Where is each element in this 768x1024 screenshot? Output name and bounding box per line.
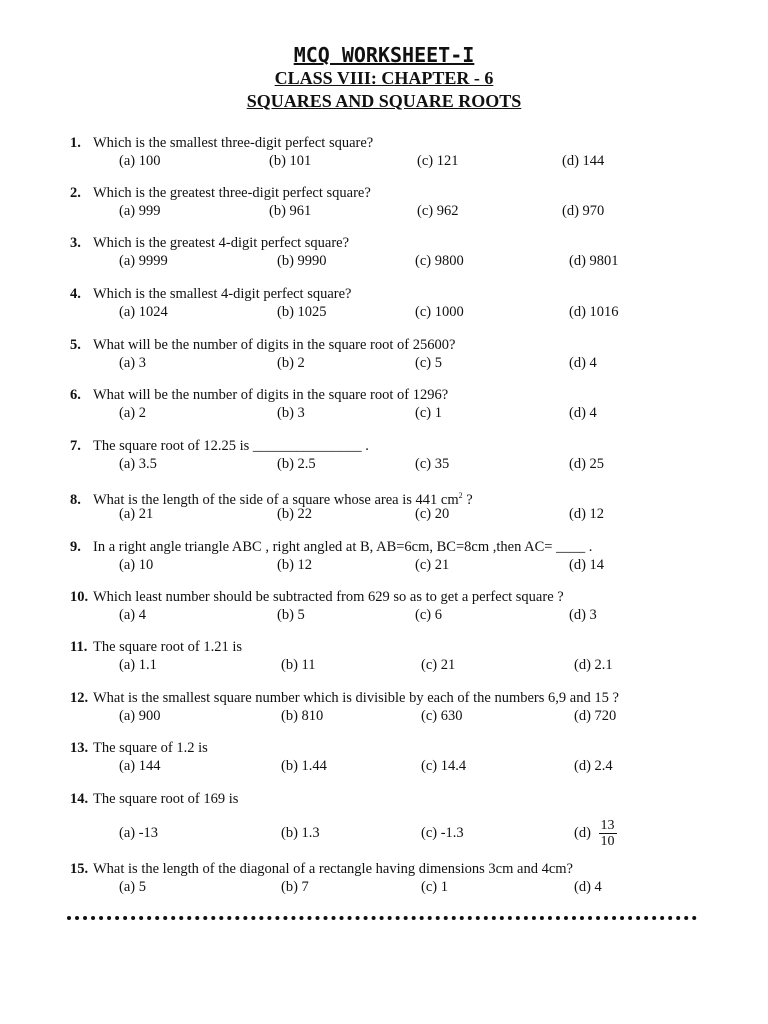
option-b: (b) 3 (277, 405, 305, 421)
option-d: (d) 4 (569, 355, 597, 371)
option-c: (c) 35 (415, 456, 450, 472)
option-a: (a) -13 (119, 825, 159, 841)
question-number: 10. (70, 589, 89, 605)
question-text: The square root of 169 is (93, 791, 239, 807)
option-c: (c) 21 (415, 557, 450, 573)
question-text: What is the smallest square number which is divisible by each of the numbers 6,9 and 15 ? (93, 690, 619, 706)
question-text: What will be the number of digits in the square root of 1296? (93, 387, 449, 403)
question-number: 13. (70, 740, 89, 756)
option-d: (d) 1016 (569, 304, 619, 320)
option-d: (d) 720 (574, 708, 617, 724)
option-c: (c) 630 (421, 708, 463, 724)
option-b: (b) 1.44 (281, 758, 327, 774)
option-c: (c) 1 (421, 879, 448, 895)
option-a: (a) 1.1 (119, 657, 157, 673)
question-text: Which is the greatest 4-digit perfect square? (93, 235, 350, 251)
option-a: (a) 144 (119, 758, 161, 774)
question-text: What is the length of the diagonal of a rectangle having dimensions 3cm and 4cm? (93, 861, 573, 877)
question-number: 12. (70, 690, 89, 706)
question-number: 2. (70, 185, 81, 201)
option-b: (b) 12 (277, 557, 313, 573)
option-a: (a) 21 (119, 506, 154, 522)
worksheet-header (0, 44, 768, 113)
option-d: (d) 4 (569, 405, 597, 421)
question-text: What will be the number of digits in the square root of 25600? (93, 337, 456, 353)
option-a: (a) 2 (119, 405, 146, 421)
option-c: (c) 121 (417, 153, 459, 169)
option-c: (c) 21 (421, 657, 456, 673)
option-b: (b) 22 (277, 506, 313, 522)
question-number: 9. (70, 539, 81, 555)
option-d: (d) 12 (569, 506, 605, 522)
question-13 (70, 739, 710, 775)
option-a: (a) 999 (119, 203, 161, 219)
option-d: (d) 14 (569, 557, 605, 573)
topic-heading: SQUARES AND SQUARE ROOTS (246, 91, 522, 111)
question-11 (70, 638, 710, 674)
option-a: (a) 3 (119, 355, 146, 371)
option-b: (b) 1025 (277, 304, 327, 320)
option-c: (c) -1.3 (421, 825, 464, 841)
fraction-denominator: 10 (600, 834, 615, 850)
class-chapter-heading: CLASS VIII: CHAPTER - 6 (274, 68, 494, 88)
option-c: (c) 5 (415, 355, 442, 371)
question-2 (70, 184, 710, 220)
question-number: 7. (70, 438, 81, 454)
question-number: 3. (70, 235, 81, 251)
dotted-divider (67, 916, 697, 920)
option-a: (a) 5 (119, 879, 146, 895)
option-a: (a) 4 (119, 607, 146, 623)
option-d: (d) 9801 (569, 253, 619, 269)
option-a: (a) 3.5 (119, 456, 157, 472)
question-text: Which least number should be subtracted from 629 so as to get a perfect square ? (93, 589, 564, 605)
question-5 (70, 336, 710, 372)
option-c: (c) 14.4 (421, 758, 467, 774)
question-text-end: ? (462, 492, 473, 508)
option-c: (c) 9800 (415, 253, 464, 269)
option-a: (a) 10 (119, 557, 154, 573)
option-d: (d) 144 (562, 153, 605, 169)
option-b: (b) 11 (281, 657, 316, 673)
option-d: (d) (574, 825, 591, 841)
option-d: (d) 25 (569, 456, 605, 472)
option-d-group (574, 816, 617, 850)
question-8 (70, 487, 710, 523)
question-text: What is the length of the side of a square whose area is 441 cm (93, 492, 459, 508)
question-number: 1. (70, 135, 81, 151)
question-14 (70, 790, 710, 850)
question-text: In a right angle triangle ABC , right angled at B, AB=6cm, BC=8cm ,then AC= ____ . (93, 539, 593, 555)
option-b: (b) 9990 (277, 253, 327, 269)
option-b: (b) 2.5 (277, 456, 316, 472)
option-c: (c) 962 (417, 203, 459, 219)
option-b: (b) 961 (269, 203, 312, 219)
fraction (599, 818, 617, 849)
question-9 (70, 538, 710, 574)
option-a: (a) 1024 (119, 304, 168, 320)
question-number: 15. (70, 861, 89, 877)
option-c: (c) 1000 (415, 304, 464, 320)
option-a: (a) 100 (119, 153, 161, 169)
question-text: The square root of 1.21 is (93, 639, 242, 655)
question-number: 14. (70, 791, 89, 807)
option-d: (d) 4 (574, 879, 602, 895)
question-4 (70, 285, 710, 321)
option-d: (d) 2.1 (574, 657, 613, 673)
question-15 (70, 860, 710, 896)
option-d: (d) 2.4 (574, 758, 613, 774)
question-7 (70, 437, 710, 473)
option-a: (a) 9999 (119, 253, 168, 269)
option-b: (b) 7 (281, 879, 309, 895)
option-c: (c) 6 (415, 607, 442, 623)
option-b: (b) 101 (269, 153, 312, 169)
option-a: (a) 900 (119, 708, 161, 724)
fraction-numerator: 13 (600, 818, 615, 834)
question-text: Which is the greatest three-digit perfect square? (93, 185, 371, 201)
question-12 (70, 689, 710, 725)
option-b: (b) 5 (277, 607, 305, 623)
option-c: (c) 20 (415, 506, 450, 522)
question-number: 4. (70, 286, 81, 302)
question-number: 11. (70, 639, 88, 655)
superscript-exponent: 2 (458, 491, 463, 500)
worksheet-title: MCQ WORKSHEET-I (293, 43, 475, 67)
question-6 (70, 386, 710, 422)
option-b: (b) 2 (277, 355, 305, 371)
question-text: The square of 1.2 is (93, 740, 208, 756)
question-10 (70, 588, 710, 624)
question-text: Which is the smallest 4-digit perfect square? (93, 286, 352, 302)
option-d: (d) 3 (569, 607, 597, 623)
question-text: Which is the smallest three-digit perfect square? (93, 135, 374, 151)
question-text: The square root of 12.25 is _______________ . (93, 438, 369, 454)
option-b: (b) 1.3 (281, 825, 320, 841)
option-c: (c) 1 (415, 405, 442, 421)
question-number: 6. (70, 387, 81, 403)
question-1 (70, 134, 710, 170)
question-number: 8. (70, 492, 81, 508)
question-number: 5. (70, 337, 81, 353)
option-b: (b) 810 (281, 708, 324, 724)
option-d: (d) 970 (562, 203, 605, 219)
question-3 (70, 234, 710, 270)
